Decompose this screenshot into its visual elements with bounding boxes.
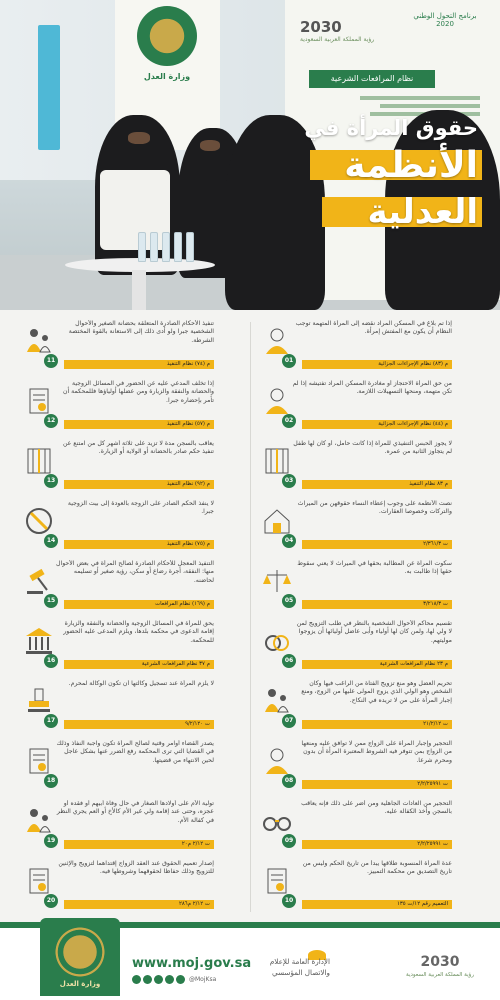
ministry-seal-icon <box>137 6 197 66</box>
right-item <box>256 680 488 736</box>
legal-reference: ت ٢/٢/٢٥٩٩١ <box>302 780 452 789</box>
document-seal-icon <box>22 864 56 898</box>
column-divider <box>250 322 251 912</box>
right-item <box>18 740 250 796</box>
item-number: 15 <box>44 594 58 608</box>
youtube-icon[interactable] <box>165 975 174 984</box>
page-title-line1: حقوق المرأة في <box>304 116 478 140</box>
legal-reference: ت ٢/١٢ م٢٠ <box>64 840 214 849</box>
item-number: 13 <box>44 474 58 488</box>
right-item <box>256 620 488 676</box>
prison-cell-icon <box>260 444 294 478</box>
right-item <box>256 500 488 556</box>
right-item <box>256 560 488 616</box>
right-item <box>18 320 250 376</box>
prison-bars-icon <box>22 444 56 478</box>
court-building-icon <box>22 624 56 658</box>
right-text: من حق المرأة الاحتجاز أو مغادرة المسكن المراد تفتيشه إذا لم تكن متهمة، ومنحها التسهيلات اللازمة. <box>292 380 452 396</box>
scales-icon <box>260 564 294 598</box>
gavel-icon <box>22 564 56 598</box>
right-item <box>256 440 488 496</box>
right-text: نصت الأنظمة على وجوب إعطاء النساء حقوقهن من الميراث والتركات وخصوصا العقارات. <box>297 500 452 516</box>
legal-reference: م (٨٣) نظام الإجراءات الجزائية <box>302 360 452 369</box>
twitter-icon[interactable] <box>132 975 141 984</box>
page-title-line2: الأنظمة <box>344 145 478 186</box>
item-number: 04 <box>282 534 296 548</box>
social-handle[interactable]: @MojKsa <box>189 976 217 983</box>
right-text: تحريم العضل وهو منع تزويج الفتاة من الراغب فيها وكان الشخص وهو الولي الذي يزوج المولى عليها من الزوج، ومنع إجبار المرأة على من لا تريده في النكاح. <box>301 680 452 704</box>
vision-2030-footer-logo: 2030 <box>420 954 460 970</box>
item-number: 08 <box>282 774 296 788</box>
right-item <box>256 740 488 796</box>
right-item <box>18 860 250 916</box>
legal-reference: م ٣٧ نظام المرافعات الشرعية <box>64 660 214 669</box>
department-name: الإدارة العامة للإعلام والاتصال المؤسسي <box>269 957 330 977</box>
legal-reference: م (٧٥) نظام التنفيذ <box>64 540 214 549</box>
legal-reference: التعميم رقم ١٢/ت ١٣٥ <box>302 900 452 909</box>
vision-2030-logo: 2030 <box>300 18 342 36</box>
item-number: 03 <box>282 474 296 488</box>
right-text: سكوت المرأة عن المطالبة بحقها في الميراث لا يعني سقوط حقها إذا طالبت به. <box>297 560 452 576</box>
item-number: 07 <box>282 714 296 728</box>
legal-reference: م (١٦٩) نظام المرافعات <box>64 600 214 609</box>
item-number: 14 <box>44 534 58 548</box>
right-item <box>18 620 250 676</box>
right-text: إصدار تعميم الحقوق عند العقد الزواج إقتداهما لتزويج والإثنين للتزويج وذلك حفاظا لحقوقهما وشروطها فيه. <box>58 860 214 876</box>
right-text: التحجير من العادات الجاهلية ومن أضر على ذلك فإنه يعاقب بالسجن وأخذ الكفالة عليه. <box>301 800 452 816</box>
right-item <box>18 440 250 496</box>
ministry-logo <box>40 918 120 996</box>
legal-reference: م (٤٤) نظام الإجراءات الجزائية <box>302 420 452 429</box>
right-text: تقسيم محاكم الأحوال الشخصية بالنظر في طلب التزويج لمن لا ولي لها، ولمن كان لها أولياء وأبى عاضل أوليائها أن يزوجوا موليتهم. <box>296 620 452 644</box>
right-item <box>256 380 488 436</box>
right-text: إذا تم بلاغ في المسكن المراد نقضه إلى المرأة المتهمة توجب النظام أن يكون مع المفتش إمرأة. <box>295 320 452 336</box>
transformation-program-logo: برنامج التحول الوطني 2020 <box>413 12 477 28</box>
stamp-icon <box>22 684 56 718</box>
item-number: 20 <box>44 894 58 908</box>
right-text: يحق للمرأة في المسائل الزوجية والحضانة والنفقة والزيارة إقامة الدعوى في محكمة بلدها، ويلزم المدعى عليه الحضور للمحكمة. <box>63 620 214 644</box>
handcuffs-icon <box>260 804 294 838</box>
right-text: تولية الأم على أولادها الصغار في حال وفاة أبيهم أو فقده أو عجزه، وحتى عند إقامة ولي غير الأم كالأخ أو العم يجري النظر في كفالة الأم. <box>56 800 214 824</box>
mother-child-icon <box>22 804 56 838</box>
police-officer-icon <box>260 324 294 358</box>
right-text: التنفيذ المعجل للأحكام الصادرة لصالح المرأة في بعض الأحوال منها: النفقة، أجرة رضاع أو سكن، رؤية صغير أو تسليمه لحاضنه. <box>56 560 214 584</box>
right-item <box>18 800 250 856</box>
legal-reference: ت ٣/٢١٨/٣ <box>302 600 452 609</box>
banner-caption: وزارة العدل <box>143 72 191 81</box>
social-links <box>132 975 216 984</box>
vision-2030-subtitle: رؤية المملكة العربية السعودية <box>300 36 375 43</box>
item-number: 11 <box>44 354 58 368</box>
right-item <box>18 380 250 436</box>
legal-reference: م ٨٣ نظام التنفيذ <box>302 480 452 489</box>
blue-pillar <box>38 25 60 150</box>
rings-icon <box>260 624 294 658</box>
family-icon <box>22 324 56 358</box>
legal-reference: م (٧٤) نظام التنفيذ <box>64 360 214 369</box>
item-number: 19 <box>44 834 58 848</box>
item-number: 12 <box>44 414 58 428</box>
right-text: إذا تخلف المدعي عليه عن الحضور في المسائل الزوجية والحضانة والنفقة والزيارة ومن عضلها أولياؤها فللمحكمة أن تأمر بإحضاره جبرا. <box>62 380 214 404</box>
right-item <box>256 320 488 376</box>
right-item <box>18 500 250 556</box>
instagram-icon[interactable] <box>143 975 152 984</box>
vision-2030-footer-subtitle: رؤية المملكة العربية السعودية <box>406 972 474 978</box>
right-item <box>256 800 488 856</box>
item-number: 16 <box>44 654 58 668</box>
clipboard-icon <box>22 384 56 418</box>
right-text: عدة المرأة المنسوبة طلاقها يبدأ من تاريخ الحكم وليس من تاريخ التصديق من محكمة التمييز. <box>302 860 452 876</box>
woman-face-icon <box>260 384 294 418</box>
woman-document-icon <box>260 744 294 778</box>
right-text: التحجير وإجبار المرأة على الزواج ممن لا توافق عليه ومنعها من الزواج بمن تتوفر فيه الشروط المعتبرة المرأة أن بدون ومحرم شرعا. <box>301 740 452 764</box>
hero-photo <box>0 0 500 310</box>
board-header: نظام المرافعات الشرعية <box>309 70 435 88</box>
right-text: لا يلزم المرأة عند تسجيل وكالتها أن تكون الوكالة لمحرم. <box>68 680 214 687</box>
legal-reference: م (٩٢) نظام التنفيذ <box>64 480 214 489</box>
item-number: 06 <box>282 654 296 668</box>
prohibited-icon <box>22 504 56 538</box>
ministry-emblem-icon <box>54 926 106 978</box>
legal-reference: ت ٢/٢/٢٥٩٩١ <box>302 840 452 849</box>
item-number: 02 <box>282 414 296 428</box>
item-number: 05 <box>282 594 296 608</box>
house-icon <box>260 504 294 538</box>
legal-reference: ت ٢/١٢ م٢٨٦ <box>64 900 214 909</box>
snapchat-icon[interactable] <box>154 975 163 984</box>
right-item <box>18 560 250 616</box>
right-item <box>18 680 250 736</box>
right-text: لا ينفذ الحكم الصادر على الزوجة بالعودة إلى بيت الزوجية جبرا. <box>67 500 214 516</box>
legal-reference: ت ٢/٣٦١/٣ <box>302 540 452 549</box>
right-text: يصدر القضاء أوامر وقتية لصالح المرأة تكون واجبة النفاذ وذلك في القضايا التي ترى المحكمة رفع الضرر عنها بشكل عاجل لحين الانتهاء من قضيتها. <box>56 740 214 764</box>
legal-reference: م ٢٣ نظام المرافعات الشرعية <box>302 660 452 669</box>
page-title-line3: العدلية <box>367 192 478 232</box>
couple-icon <box>260 684 294 718</box>
website-link[interactable]: www.moj.gov.sa <box>132 956 252 971</box>
legal-reference: ت ٢١/٢/١٢ <box>302 720 452 729</box>
facebook-icon[interactable] <box>176 975 185 984</box>
right-text: لا يجوز الحبس التنفيذي للمرأة إذا كانت حامل، أو كان لها طفل لم يتجاوز الثانية من عمره. <box>293 440 452 456</box>
contract-icon <box>22 744 56 778</box>
ministry-logo-caption: وزارة العدل <box>59 980 101 988</box>
item-number: 18 <box>44 774 58 788</box>
item-number: 09 <box>282 834 296 848</box>
certificate-icon <box>260 864 294 898</box>
rights-list <box>0 310 500 922</box>
legal-reference: م (٥٧) نظام التنفيذ <box>64 420 214 429</box>
right-text: يعاقب بالسجن مدة لا تزيد على ثلاثة أشهر كل من امتنع عن تنفيذ حكم صادر بالحضانة أو الولاية أو الزيارة. <box>62 440 214 456</box>
legal-reference: ت ٩/٢/١٢٠ <box>64 720 214 729</box>
item-number: 17 <box>44 714 58 728</box>
item-number: 01 <box>282 354 296 368</box>
item-number: 10 <box>282 894 296 908</box>
right-item <box>256 860 488 916</box>
right-text: تنفيذ الأحكام الصادرة المتعلقة بحضانة الصغير والأحوال الشخصية جبرا ولو أدى ذلك إلى الاستعانة بالقوة المختصة الشرطة. <box>68 320 214 344</box>
